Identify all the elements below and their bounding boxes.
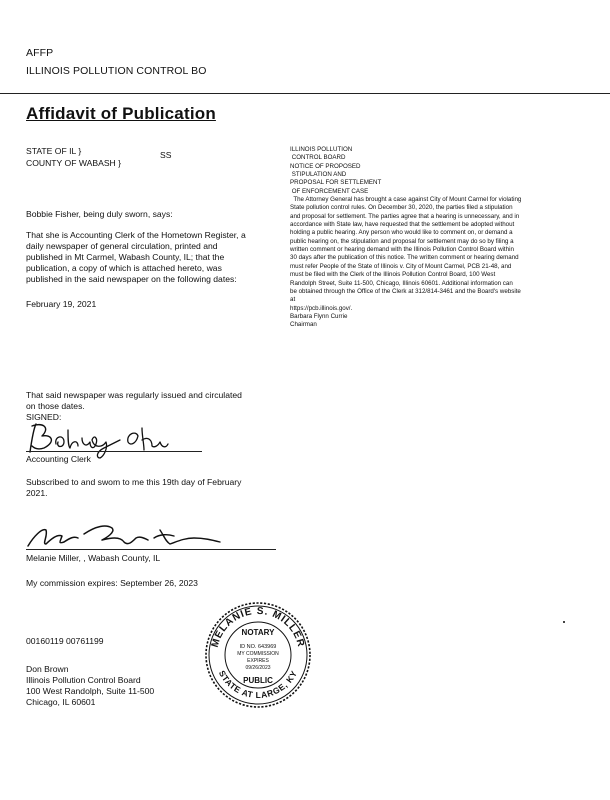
sworn-line: 2021. [26, 488, 48, 498]
statement-line: published in the said newspaper on the following dates: [26, 274, 237, 284]
commission-expiration: My commission expires: September 26, 2023 [26, 578, 198, 588]
scan-mark [563, 621, 565, 623]
statement-line: daily newspaper of general circulation, printed and [26, 241, 218, 251]
venue-county: COUNTY OF WABASH } [26, 158, 122, 168]
notice-body-line: written comment or hearing demand with the Illinois Pollution Control Board within [290, 246, 514, 254]
statement-line: That she is Accounting Clerk of the Hometown Register, a [26, 230, 246, 240]
notice-body-line: holding a public hearing. Any person who would like to comment on, or demand a [290, 229, 513, 237]
statement-line: published in Mt Carmel, Wabash County, IL; that the [26, 252, 225, 262]
notice-body-line: 30 days after the publication of this notice. The written comment or hearing demand [290, 254, 519, 262]
address-line: Illinois Pollution Control Board [26, 675, 141, 685]
notice-body-line: be obtained through the Office of the Clerk at 312/814-3461 and the Board's website [290, 287, 521, 295]
page-title: Affidavit of Publication [26, 104, 216, 123]
mailing-address [26, 664, 154, 708]
sworn-line: Subscribed to and swom to me this 19th day of February [26, 477, 242, 487]
notice-heading-line: ILLINOIS POLLUTION [290, 146, 353, 153]
circulation-statement [26, 390, 242, 412]
seal-my-commission: MY COMMISSION [237, 651, 279, 657]
notice-body-line: must refer People of the State of Illinois v. City of Mount Carmel, PCB 21-48, and [290, 262, 512, 270]
account-codes: 00160119 00761199 [26, 636, 104, 646]
seal-notary: NOTARY [241, 628, 275, 637]
notary-signature-line [26, 549, 276, 550]
seal-exp-date: 09/26/2023 [245, 665, 271, 671]
notice-heading-line: NOTICE OF PROPOSED [290, 162, 361, 170]
clerk-signature-line [26, 451, 202, 452]
seal-expires: EXPIRES [247, 658, 269, 664]
circulation-line: That said newspaper was regularly issued and circulated [26, 390, 242, 400]
notice-body-line: https://pcb.illinois.gov/. [290, 304, 353, 312]
notice-body-line: accordance with State law, have requested that the settlement be adopted without [290, 221, 515, 229]
notice-body-line: The Attorney General has brought a case against City of Mount Carmel for violating [290, 196, 522, 204]
notice-body-line: at [290, 296, 296, 304]
statement-line: publication, a copy of which is attached hereto, was [26, 263, 222, 273]
seal-bottom-arc: STATE AT LARGE, KY [216, 668, 300, 701]
address-line: 100 West Randolph, Suite 11-500 [26, 686, 155, 696]
sworn-statement [26, 477, 241, 499]
notice-body-line: Randolph Street, Suite 11-500, Chicago, Illinois 60601. Additional information can [290, 279, 513, 287]
signer-title: Accounting Clerk [26, 454, 91, 464]
affiant-intro: Bobbie Fisher, being duly sworn, says: [26, 209, 173, 219]
address-line: Don Brown [26, 664, 69, 674]
venue-state: STATE OF IL } [26, 146, 82, 156]
notice-body-line: Barbara Flynn Currie [290, 312, 348, 320]
header-divider [0, 93, 610, 94]
notary-seal [203, 600, 313, 710]
notice-body-line: and proposal for settlement. The parties agree that a hearing is unnecessary, and in [290, 212, 520, 220]
notice-heading-line: CONTROL BOARD [290, 154, 346, 162]
organization-name: ILLINOIS POLLUTION CONTROL BO [26, 65, 207, 77]
notice-body-line: State pollution control rules. On December 30, 2020, the parties filed a stipulation [290, 204, 513, 212]
publication-statement [26, 230, 246, 285]
venue-ss: SS [160, 150, 172, 160]
notice-heading-line: PROPOSAL FOR SETTLEMENT [290, 179, 382, 187]
seal-public: PUBLIC [243, 676, 273, 685]
notice-body-line: public hearing on, the stipulation and proposal for settlement may do so by filing a [290, 237, 514, 245]
address-line: Chicago, IL 60601 [26, 697, 96, 707]
form-code: AFFP [26, 47, 54, 59]
circulation-line: on those dates. [26, 401, 85, 411]
seal-id: ID NO. 643969 [239, 644, 277, 650]
signed-label: SIGNED: [26, 412, 62, 422]
notice-heading-line: OF ENFORCEMENT CASE [290, 187, 369, 195]
seal-top-arc: MELANIE S. MILLER [209, 605, 307, 649]
notice-heading-line: STIPULATION AND [290, 171, 347, 179]
notice-body-line: must be filed with the Clerk of the Illinois Pollution Control Board, 100 West [290, 271, 496, 279]
legal-notice [290, 146, 521, 330]
notice-body-line: Chairman [290, 321, 317, 329]
publication-date: February 19, 2021 [26, 299, 97, 309]
notary-name: Melanie Miller, , Wabash County, IL [26, 553, 161, 563]
